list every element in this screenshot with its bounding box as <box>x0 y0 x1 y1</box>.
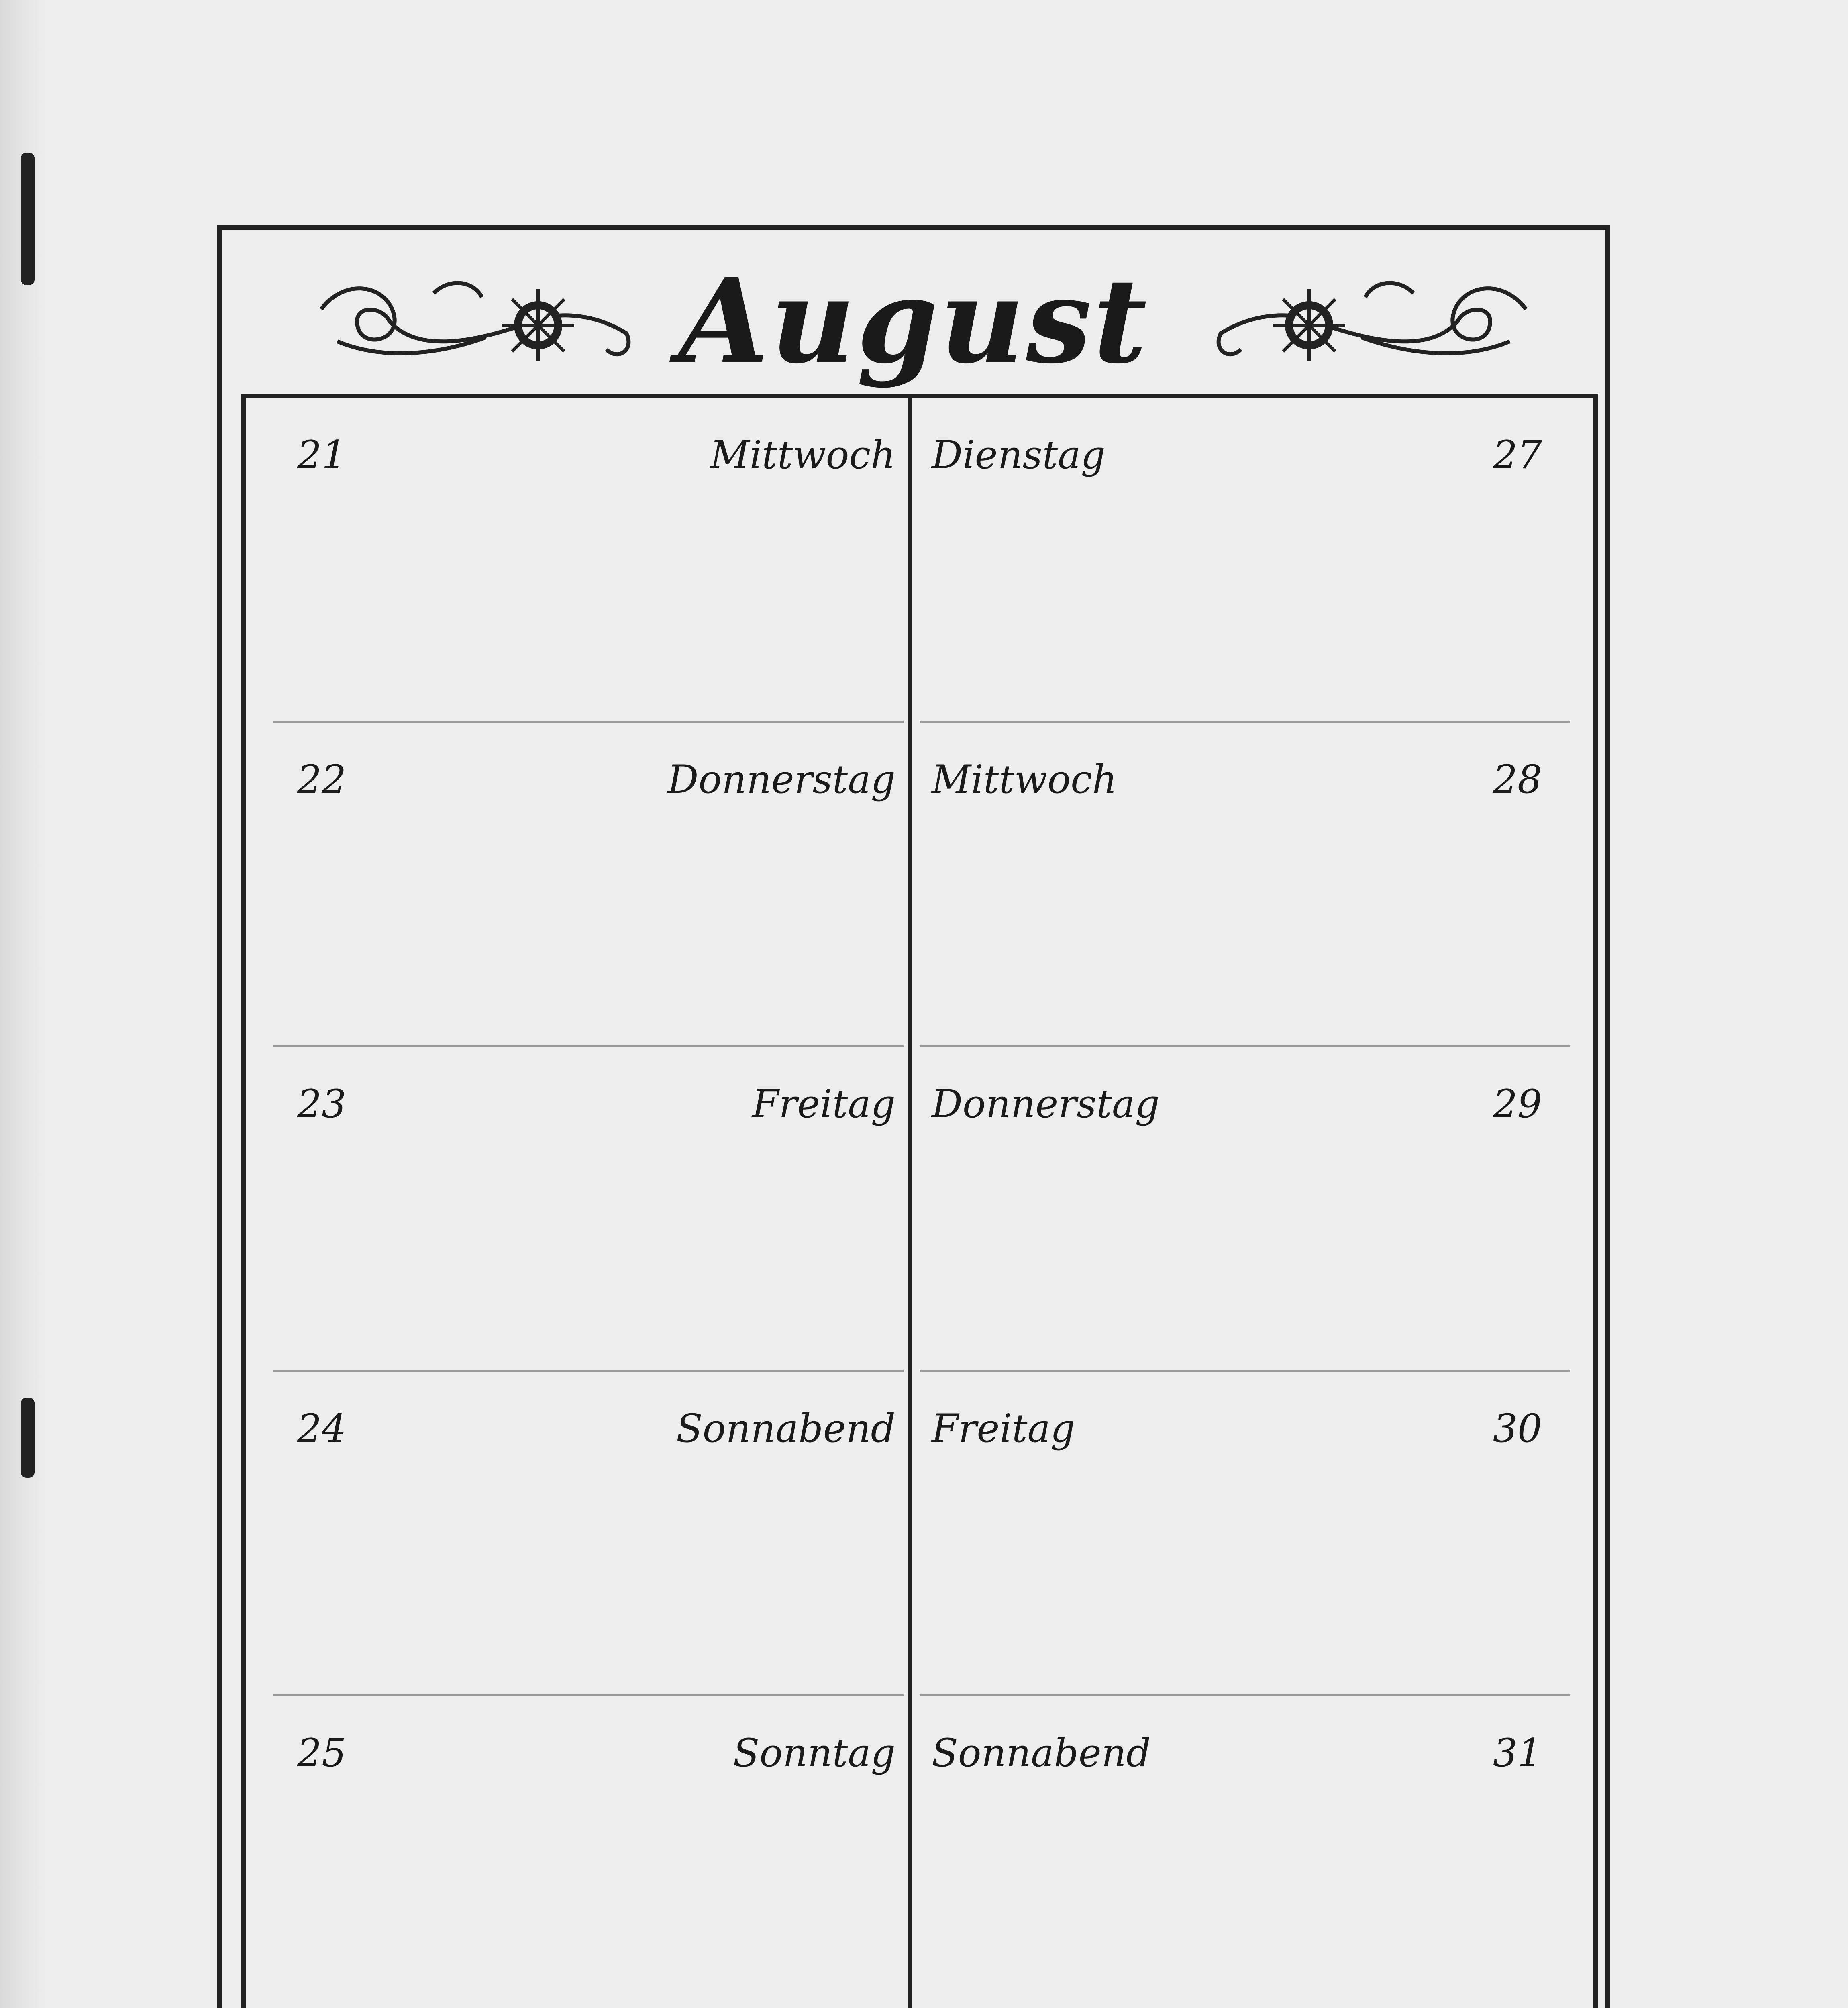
floral-ornament-icon <box>1205 261 1534 382</box>
weekday-name: Mittwoch <box>710 433 895 478</box>
page-edge <box>0 0 44 2008</box>
calendar-header <box>217 225 1610 394</box>
day-cell[interactable] <box>920 723 1570 1047</box>
weekday-name: Sonntag <box>733 1730 895 1775</box>
day-cell[interactable] <box>920 1696 1570 2008</box>
day-number: 30 <box>1493 1406 1542 1451</box>
day-number: 27 <box>1493 433 1542 478</box>
weekday-name: Dienstag <box>932 433 1106 478</box>
weekday-name: Freitag <box>932 1406 1075 1451</box>
day-cell[interactable] <box>273 1372 904 1696</box>
day-number: 28 <box>1493 757 1542 802</box>
day-cell[interactable] <box>273 1696 904 2008</box>
day-cell[interactable] <box>920 1372 1570 1696</box>
weekday-name: Sonnabend <box>676 1406 895 1451</box>
day-number: 23 <box>297 1082 347 1126</box>
day-number: 22 <box>297 757 347 802</box>
day-number: 24 <box>297 1406 347 1451</box>
weekday-name: Freitag <box>752 1082 895 1126</box>
month-title: August <box>678 253 1149 390</box>
day-cell[interactable] <box>920 398 1570 723</box>
day-cell[interactable] <box>273 1047 904 1372</box>
day-number: 29 <box>1493 1082 1542 1126</box>
binding-mark <box>21 1398 35 1478</box>
column-divider <box>908 398 912 2008</box>
binding-mark <box>21 153 35 285</box>
day-number: 25 <box>297 1730 347 1775</box>
weekday-name: Sonnabend <box>932 1730 1151 1775</box>
day-number: 31 <box>1493 1730 1542 1775</box>
day-cell[interactable] <box>920 1047 1570 1372</box>
day-cell[interactable] <box>273 398 904 723</box>
weekday-name: Mittwoch <box>932 757 1117 802</box>
day-number: 21 <box>297 433 347 478</box>
weekday-name: Donnerstag <box>932 1082 1160 1126</box>
day-cell[interactable] <box>273 723 904 1047</box>
weekday-name: Donnerstag <box>667 757 895 802</box>
